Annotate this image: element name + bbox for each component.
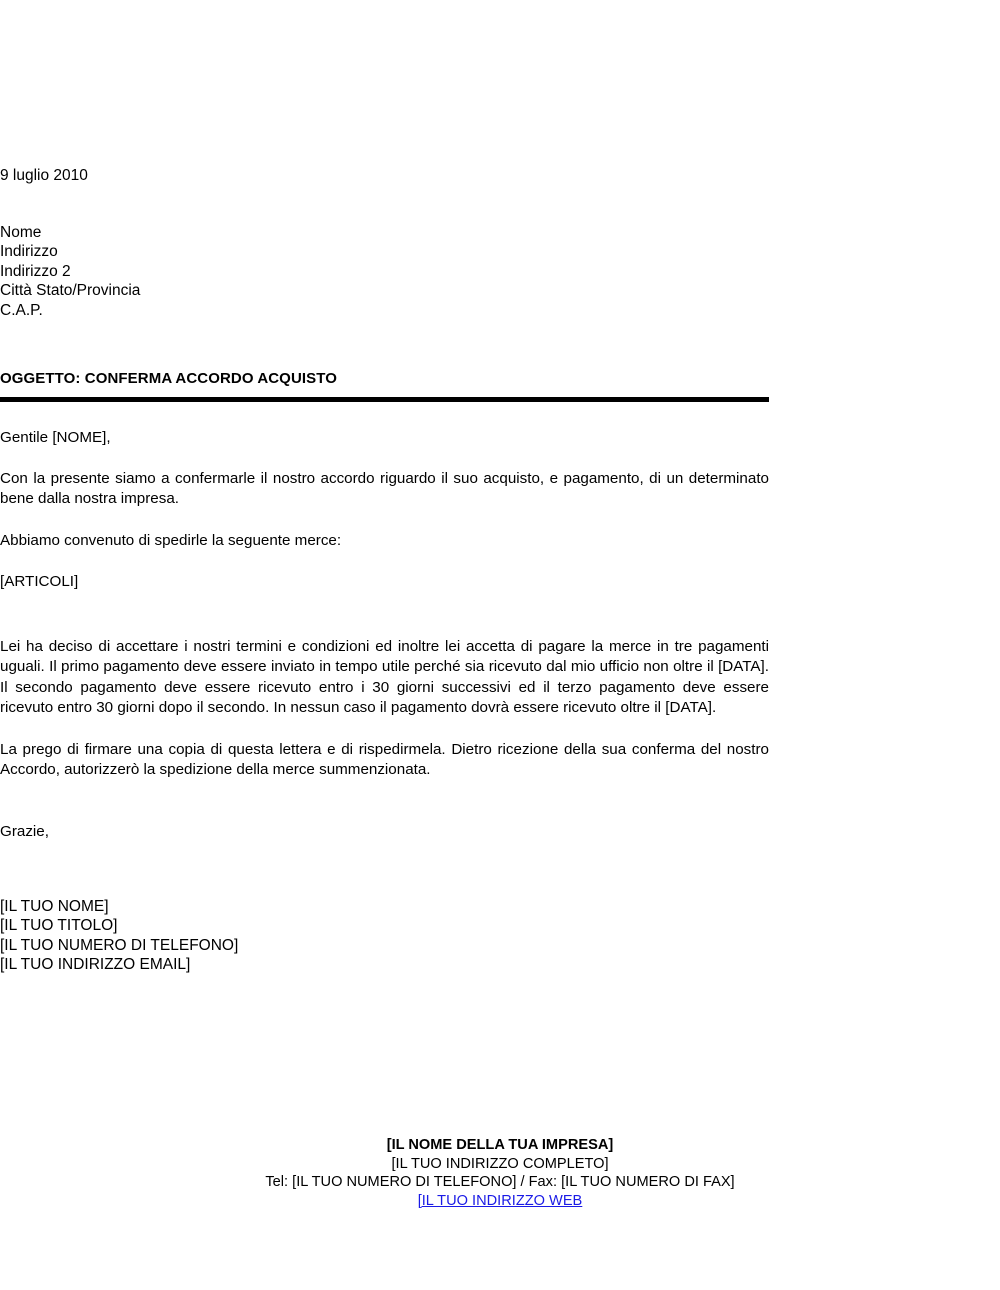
recipient-name: Nome bbox=[0, 224, 42, 241]
signature-name: [IL TUO NOME] bbox=[0, 898, 109, 915]
letter-date: 9 luglio 2010 bbox=[0, 167, 88, 184]
recipient-address-block bbox=[0, 223, 140, 320]
recipient-postal-code: C.A.P. bbox=[0, 301, 43, 319]
items-placeholder: [ARTICOLI] bbox=[0, 573, 79, 590]
recipient-city-state: Città Stato/Provincia bbox=[0, 282, 141, 300]
spacer bbox=[0, 551, 769, 572]
footer-contact: Tel: [IL TUO NUMERO DI TELEFONO] / Fax: [IL TUO NUMERO DI FAX] bbox=[265, 1174, 735, 1191]
body-paragraph-payment-terms: Lei ha deciso di accettare i nostri termini e condizioni ed inoltre lei accetta di pagare la merce in tre pagamenti uguali. Il primo pagamento deve essere inviato in tempo utile perché sia ricevuto dal mio ufficio non oltre il [DATA]. Il secondo pagamento deve essere ricevuto entro i 30 giorni successivi ed il terzo pagamento deve essere ricevuto entro 30 giorni dopo il secondo. In nessun caso il pagamento dovrà essere ricevuto oltre il [DATA]. bbox=[0, 637, 769, 716]
spacer bbox=[0, 449, 769, 469]
spacer bbox=[0, 781, 769, 822]
signature-block bbox=[0, 897, 238, 975]
subject-heading: OGGETTO: CONFERMA ACCORDO ACQUISTO bbox=[0, 370, 338, 387]
subject-divider-rule bbox=[0, 397, 769, 402]
body-paragraph-2: Abbiamo convenuto di spedirle la seguente merce: bbox=[0, 531, 342, 549]
body-paragraph-signature-request: La prego di firmare una copia di questa lettera e di rispedirmela. Dietro ricezione della sua conferma del nostro Accordo, autorizzerò la spedizione della merce summenzionata. bbox=[0, 740, 769, 778]
spacer bbox=[0, 593, 769, 637]
footer-website-link[interactable]: [IL TUO INDIRIZZO WEB bbox=[417, 1192, 583, 1209]
page-footer bbox=[0, 1136, 1000, 1210]
spacer bbox=[0, 719, 769, 740]
signature-phone: [IL TUO NUMERO DI TELEFONO] bbox=[0, 936, 239, 954]
footer-company-name: [IL NOME DELLA TUA IMPRESA] bbox=[386, 1137, 614, 1153]
signature-email: [IL TUO INDIRIZZO EMAIL] bbox=[0, 956, 191, 974]
recipient-address-1: Indirizzo bbox=[0, 243, 58, 261]
signature-title: [IL TUO TITOLO] bbox=[0, 917, 118, 935]
spacer bbox=[0, 510, 769, 531]
salutation: Gentile [NOME], bbox=[0, 429, 111, 446]
closing-line: Grazie, bbox=[0, 822, 49, 840]
recipient-address-2: Indirizzo 2 bbox=[0, 262, 71, 280]
body-paragraph-1: Con la presente siamo a confermarle il nostro accordo riguardo il suo acquisto, e pagamento, di un determinato bene dalla nostra impresa. bbox=[0, 469, 769, 507]
letter-body bbox=[0, 428, 769, 842]
footer-address: [IL TUO INDIRIZZO COMPLETO] bbox=[391, 1155, 609, 1172]
